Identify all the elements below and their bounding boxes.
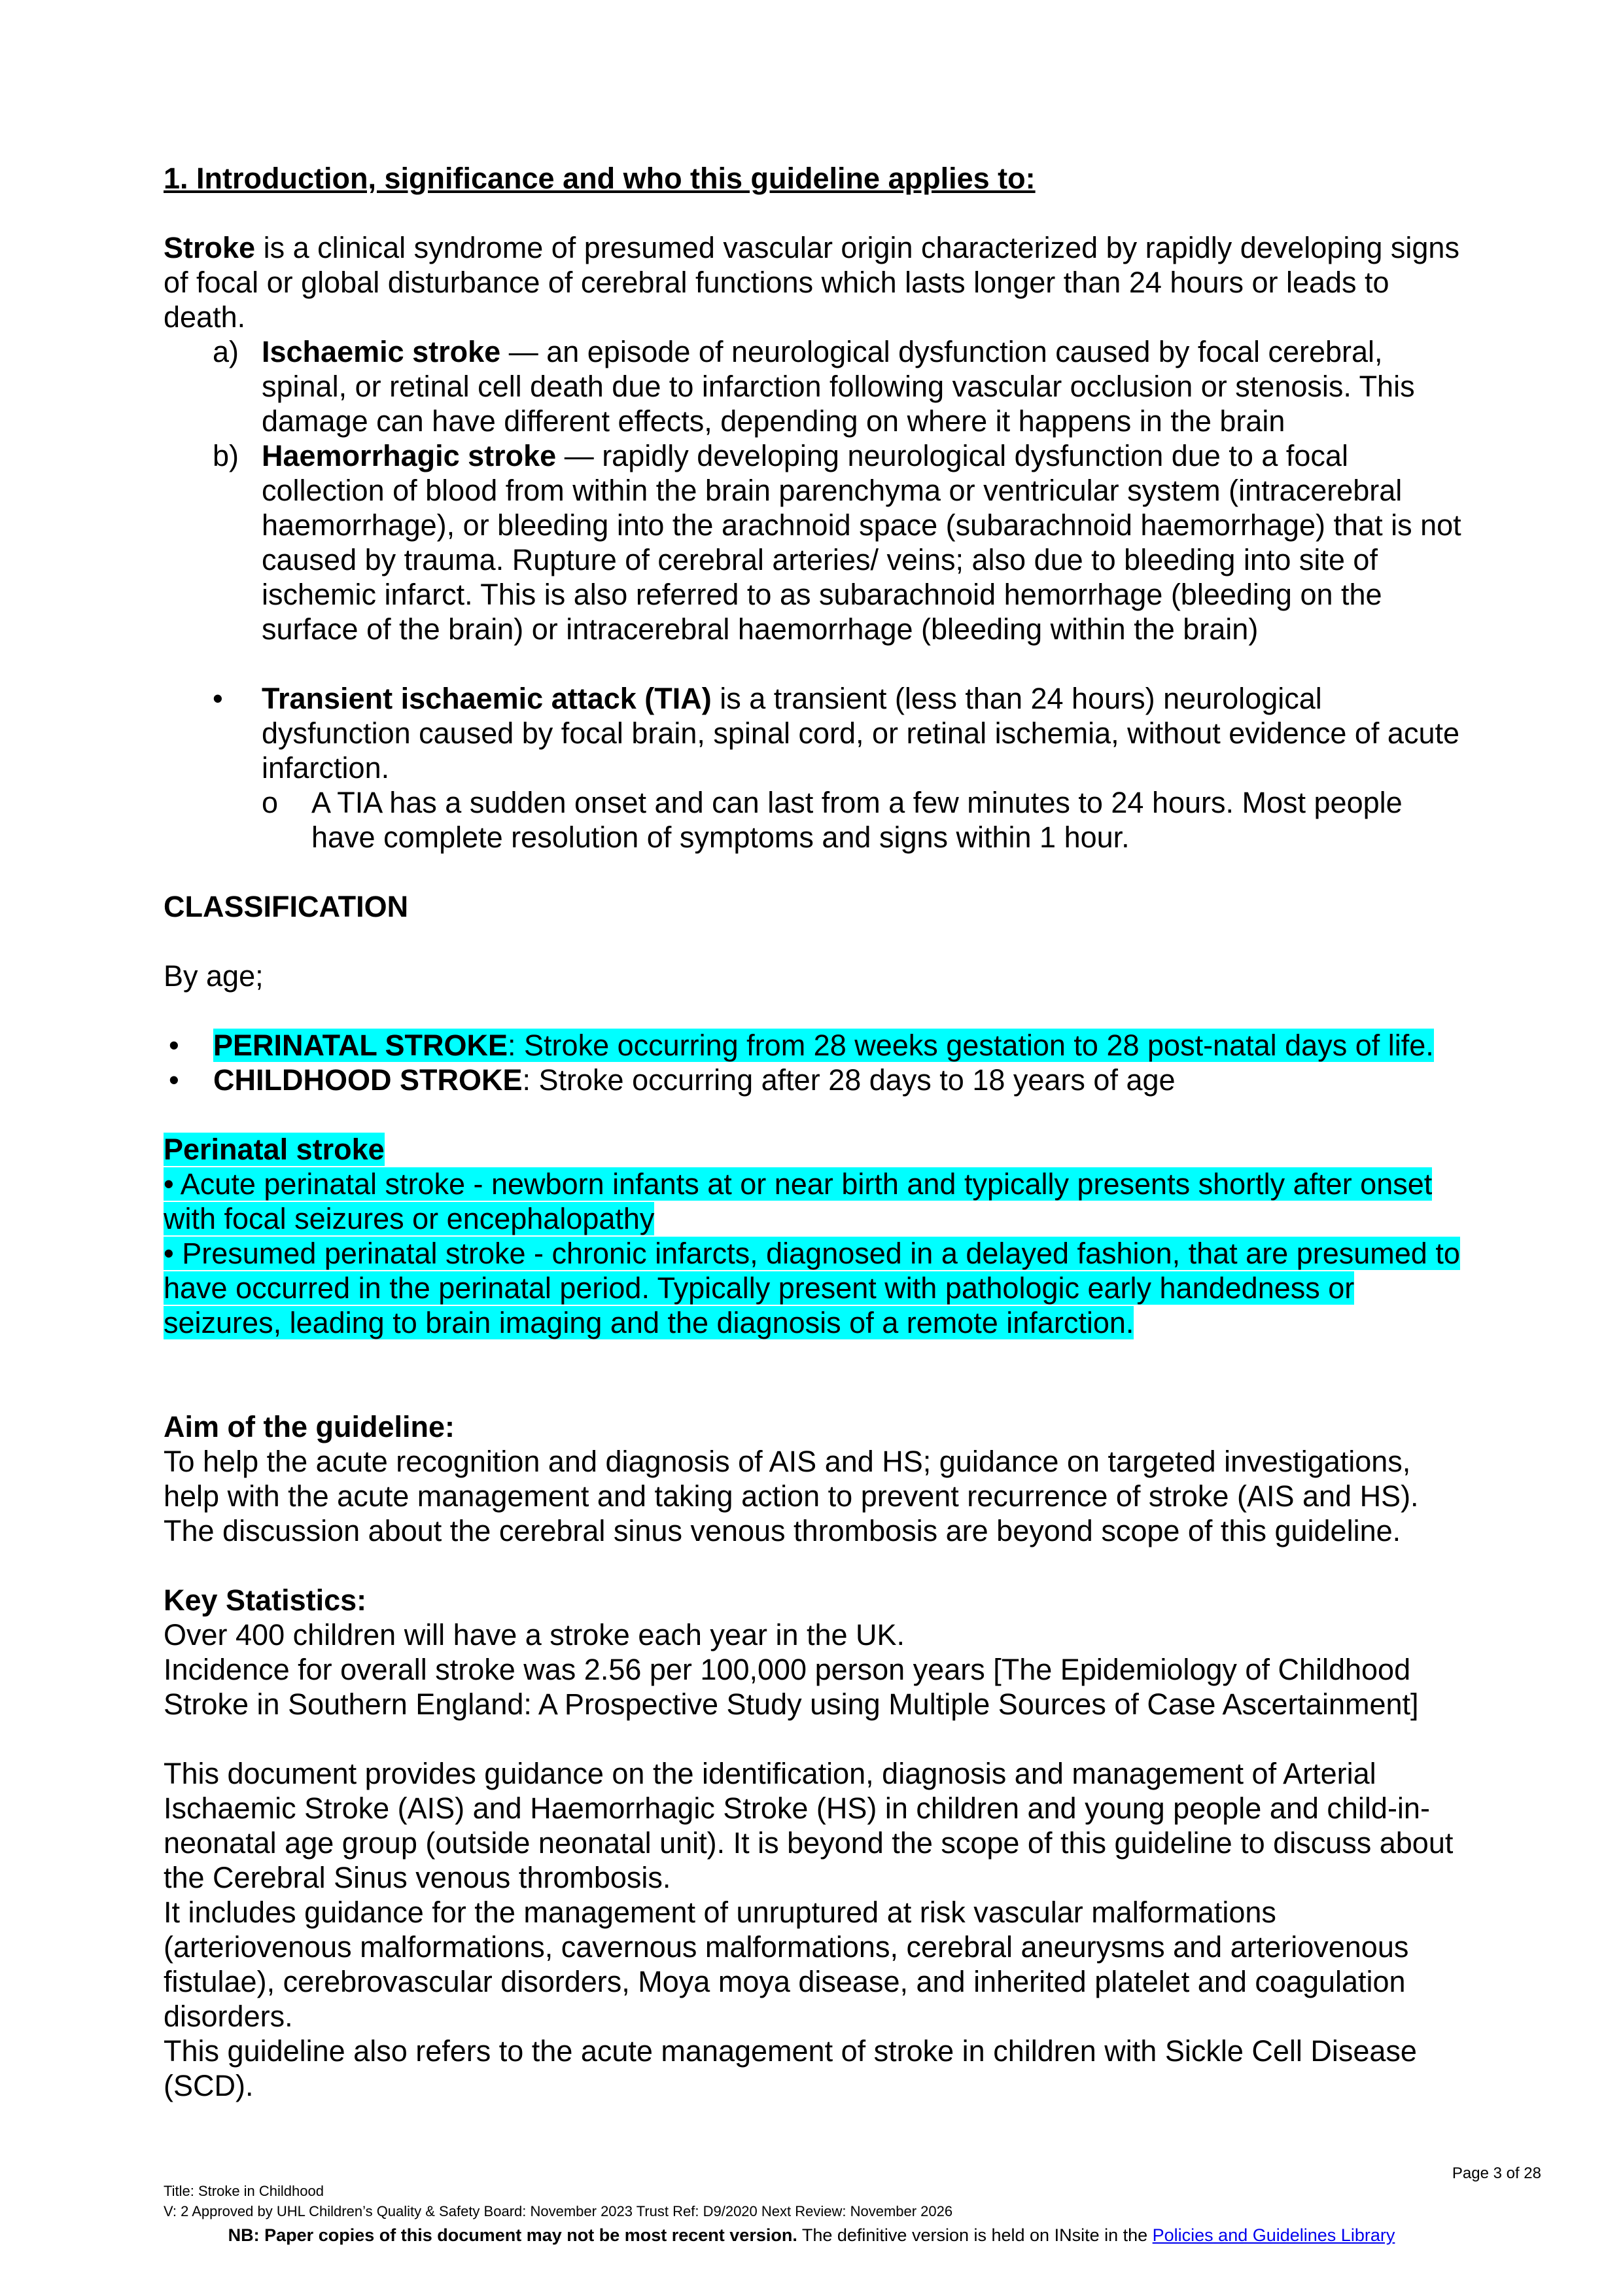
page-number: Page 3 of 28: [1452, 2164, 1541, 2182]
stats-line-2: Incidence for overall stroke was 2.56 per 100,000 person years [The Epidemiology of Childhood Stroke in Southern England: A Prospective Study using Multiple Sources of Case Ascertainment]: [164, 1653, 1419, 1721]
aim-text: To help the acute recognition and diagnosis of AIS and HS; guidance on targeted investigations, help with the acute management and taking action to prevent recurrence of stroke (AIS and HS). The discussion about the cerebral sinus venous thrombosis are beyond scope of this guideline.: [164, 1445, 1419, 1547]
footer-notice: NB: Paper copies of this document may not be most recent version. The definitive version is held on INsite in the Policies and Guidelines Library: [228, 2225, 1395, 2245]
perinatal-presumed: • Presumed perinatal stroke - chronic infarcts, diagnosed in a delayed fashion, that are presumed to have occurred in the perinatal period. Typically present with pathologic early handedness or seizures, leading to brain imaging and the diagnosis of a remote infarction.: [164, 1237, 1460, 1339]
tia-subitem: o A TIA has a sudden onset and can last from a few minutes to 24 hours. Most people have complete resolution of symptoms and signs within 1 hour.: [262, 786, 1403, 854]
perinatal-title: Perinatal stroke: [164, 1133, 385, 1166]
stats-line-1: Over 400 children will have a stroke each year in the UK.: [164, 1618, 905, 1651]
footer-info: [164, 2181, 952, 2221]
scope-paragraph-3: This guideline also refers to the acute management of stroke in children with Sickle Cell Disease (SCD).: [164, 2034, 1417, 2102]
classification-item-perinatal: • PERINATAL STROKE: Stroke occurring from 28 weeks gestation to 28 post-natal days of life.: [169, 1029, 1434, 1062]
stroke-type-item: a) Ischaemic stroke — an episode of neurological dysfunction caused by focal cerebral, spinal, or retinal cell death due to infarction following vascular occlusion or stenosis. This damage can have different effects, depending on where it happens in the brain: [213, 335, 1415, 438]
tia-item: • Transient ischaemic attack (TIA) is a transient (less than 24 hours) neurological dysfunction caused by focal brain, spinal cord, or retinal ischemia, without evidence of acute infarction.: [213, 682, 1460, 785]
scope-paragraph-2: It includes guidance for the management of unruptured at risk vascular malformations (arteriovenous malformations, cavernous malformations, cerebral aneurysms and arteriovenous fistulae), cerebrovascular disorders, Moya moya disease, and inherited platelet and coagulation disorders.: [164, 1896, 1409, 2033]
perinatal-acute: • Acute perinatal stroke - newborn infants at or near birth and typically presents shortly after onset with focal seizures or encephalopathy: [164, 1167, 1433, 1235]
policies-library-link[interactable]: Policies and Guidelines Library: [1152, 2225, 1395, 2245]
scope-paragraph-1: This document provides guidance on the identification, diagnosis and management of Arterial Ischaemic Stroke (AIS) and Haemorrhagic Stroke (HS) in children and young people and child-in-neonatal age group (outside neonatal unit). It is beyond the scope of this guideline to discuss about the Cerebral Sinus venous thrombosis.: [164, 1757, 1454, 1894]
footer-title: Title: Stroke in Childhood: [164, 2183, 324, 2199]
classification-title: CLASSIFICATION: [164, 890, 409, 923]
page-body: [164, 161, 1472, 2103]
stats-title: Key Statistics:: [164, 1583, 367, 1617]
section-heading: 1. Introduction, significance and who this guideline applies to:: [164, 162, 1036, 195]
aim-title: Aim of the guideline:: [164, 1410, 455, 1443]
stroke-definition: Stroke is a clinical syndrome of presumed vascular origin characterized by rapidly developing signs of focal or global disturbance of cerebral functions which lasts longer than 24 hours or leads to death.: [164, 231, 1459, 334]
stroke-type-item: b) Haemorrhagic stroke — rapidly developing neurological dysfunction due to a focal collection of blood from within the brain parenchyma or ventricular system (intracerebral haemorrhage), or bleeding into the arachnoid space (subarachnoid haemorrhage) that is not caused by trauma. Rupture of cerebral arteries/ veins; also due to bleeding into site of ischemic infarct. This is also referred to as subarachnoid hemorrhage (bleeding on the surface of the brain) or intracerebral haemorrhage (bleeding within the brain): [213, 439, 1461, 646]
footer-version: V: 2 Approved by UHL Children’s Quality & Safety Board: November 2023 Trust Ref: D9/2020 Next Review: November 2026: [164, 2203, 953, 2219]
by-age-label: By age;: [164, 959, 264, 993]
classification-item-childhood: • CHILDHOOD STROKE: Stroke occurring after 28 days to 18 years of age: [169, 1063, 1176, 1097]
